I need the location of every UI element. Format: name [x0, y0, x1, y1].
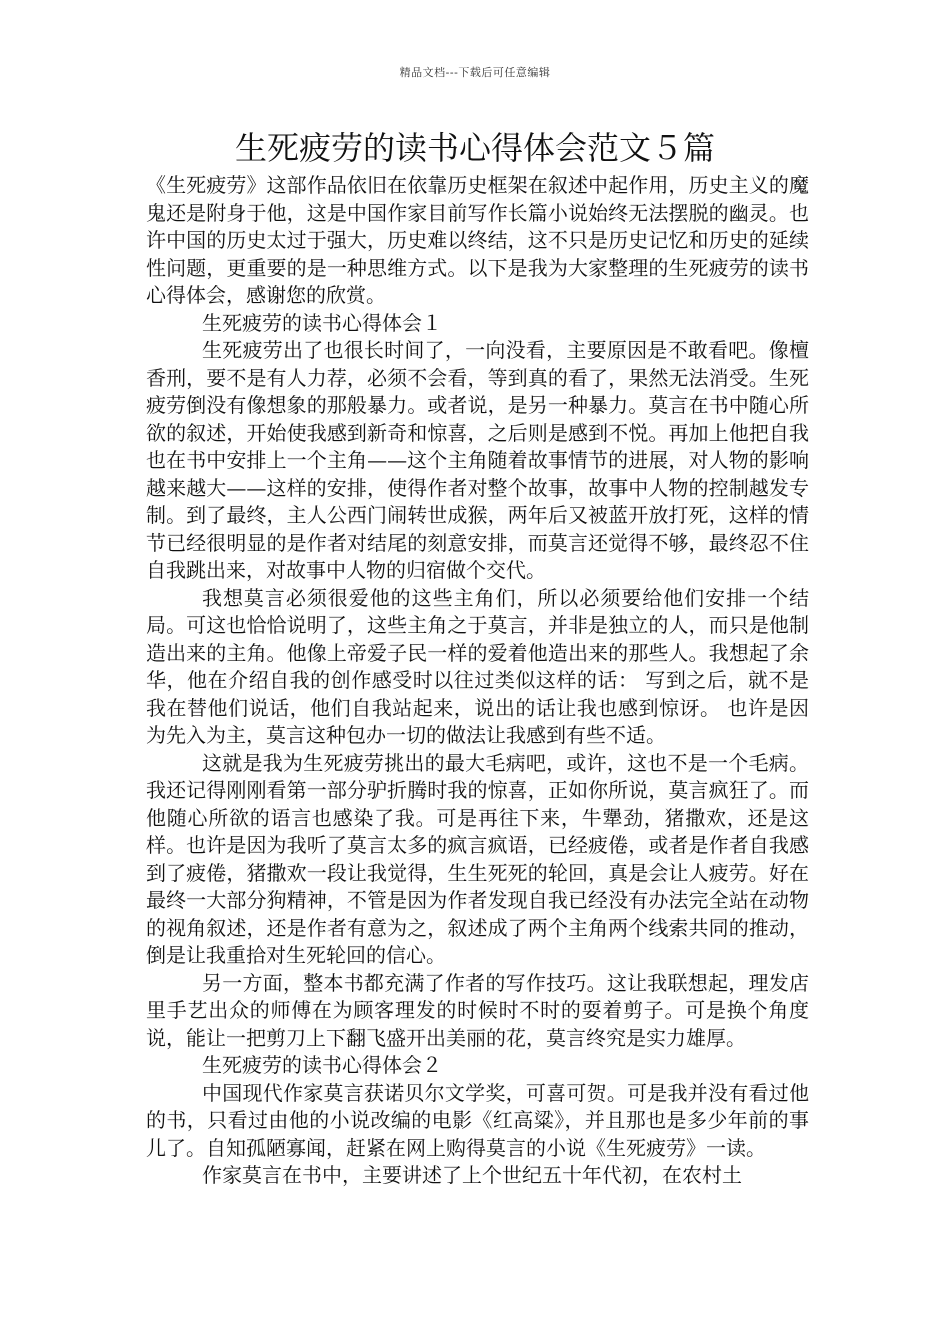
section2-paragraph-2: 作家莫言在书中，主要讲述了上个世纪五十年代初，在农村土	[202, 1163, 742, 1187]
document-body	[146, 172, 809, 1190]
section1-paragraph-3: 这就是我为生死疲劳挑出的最大毛病吧，或许，这也不是一个毛病。我还记得刚刚看第一部分驴折腾时我的惊喜，正如你所说，莫言疯狂了。而他随心所欲的语言也感染了我。可是再往下来，牛犟劲，猪撒欢，还是这样。也许是因为我听了莫言太多的疯言疯语，已经疲倦，或者是作者自我感到了疲倦，猪撒欢一段让我觉得，生生死死的轮回，真是会让人疲劳。好在最终一大部分狗精神，不管是因为作者发现自我已经没有办法完全站在动物的视角叙述，还是作者有意为之，叙述成了两个主角两个线索共同的推动，倒是让我重拾对生死轮回的信心。	[146, 750, 809, 967]
intro-paragraph: 《生死疲劳》这部作品依旧在依靠历史框架在叙述中起作用，历史主义的魔鬼还是附身于他，这是中国作家目前写作长篇小说始终无法摆脱的幽灵。也许中国的历史太过于强大，历史难以终结，这不只是历史记忆和历史的延续性问题，更重要的是一种思维方式。以下是我为大家整理的生死疲劳的读书心得体会，感谢您的欣赏。	[146, 173, 809, 307]
section2-paragraph-1: 中国现代作家莫言获诺贝尔文学奖，可喜可贺。可是我并没有看过他的书，只看过由他的小说改编的电影《红高粱》，并且那也是多少年前的事儿了。自知孤陋寡闻，赶紧在网上购得莫言的小说《生死疲劳》一读。	[146, 1080, 809, 1160]
section1-paragraph-4: 另一方面，整本书都充满了作者的写作技巧。这让我联想起，理发店里手艺出众的师傅在为顾客理发的时候时不时的耍着剪子。可是换个角度说，能让一把剪刀上下翻飞盛开出美丽的花，莫言终究是实力雄厚。	[146, 970, 809, 1050]
page-title: 生死疲劳的读书心得体会范文５篇	[234, 129, 715, 167]
section1-paragraph-2: 我想莫言必须很爱他的这些主角们，所以必须要给他们安排一个结局。可这也恰恰说明了，这些主角之于莫言，并非是独立的人，而只是他制造出来的主角。他像上帝爱子民一样的爱着他造出来的那些人。我想起了余华，他在介绍自我的创作感受时以往过类似这样的话： 写到之后，就不是我在替他们说话，他们自我站起来，说出的话让我也感到惊讶。 也许是因为先入为主，莫言这种包办一切的做法让我感到有些不适。	[146, 585, 809, 747]
header-note: 精品文档---下载后可任意编辑	[399, 66, 551, 79]
section-heading-2: 生死疲劳的读书心得体会２	[202, 1053, 442, 1077]
section-heading-1: 生死疲劳的读书心得体会１	[202, 310, 442, 335]
section1-paragraph-1: 生死疲劳出了也很长时间了，一向没看，主要原因是不敢看吧。像檀香刑，要不是有人力荐，必须不会看，等到真的看了，果然无法消受。生死疲劳倒没有像想象的那般暴力。或者说，是另一种暴力。莫言在书中随心所欲的叙述，开始使我感到新奇和惊喜，之后则是感到不悦。再加上他把自我也在书中安排上一个主角——这个主角随着故事情节的进展，对人物的影响越来越大——这样的安排，使得作者对整个故事，故事中人物的控制越发专制。到了最终，主人公西门闹转世成猴，两年后又被蓝开放打死，这样的情节已经很明显的是作者对结尾的刻意安排，而莫言还觉得不够，最终忍不住自我跳出来，对故事中人物的归宿做个交代。	[146, 338, 809, 582]
